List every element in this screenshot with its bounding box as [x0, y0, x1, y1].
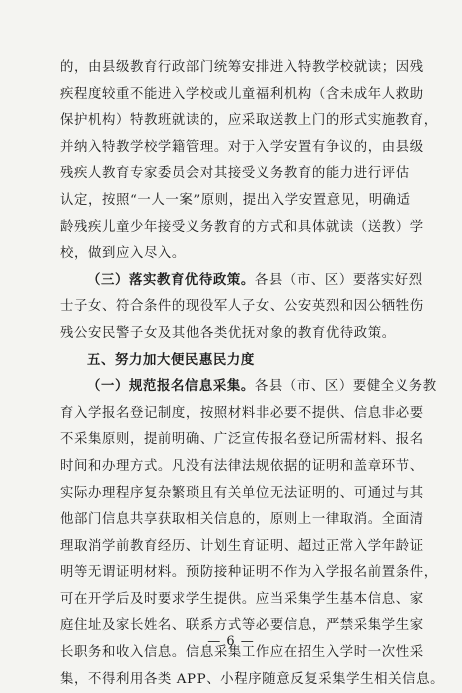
text-line: 长职务和收入信息。信息采集工作应在招生入学时一次性采 [60, 645, 424, 661]
text-run: 各县（市、区）要落实好烈 [254, 272, 423, 288]
text-line: 庭住址及家长姓名、联系方式等必要信息，严禁采集学生家 [60, 618, 424, 634]
text-run: 各县（市、区）要健全义务教 [254, 379, 437, 395]
text-line: 认定，按照“一人一案”原则，提出入学安置意见，明确适 [60, 192, 411, 208]
text-line: 集，不得利用各类 APP、小程序随意反复采集学生相关信息。 [60, 671, 445, 687]
text-line: 理取消学前教育经历、计划生育证明、超过正常入学年龄证 [60, 538, 424, 554]
text-line [60, 268, 423, 295]
text-line: 龄残疾儿童少年接受义务教育的方式和具体就读（送教）学 [60, 219, 424, 235]
text-line: 残公安民警子女及其他各类优抚对象的教育优待政策。 [60, 325, 396, 341]
paragraph-disability-placement [60, 55, 438, 268]
text-line: 明等无谓证明材料。预防接种证明不作为入学报名前置条件， [60, 565, 438, 581]
subsection-title: （三）落实教育优待政策。 [87, 272, 255, 288]
text-line: 的，由县级教育行政部门统筹安排进入特教学校就读；因残 [60, 60, 424, 75]
text-line: 残疾人教育专家委员会对其接受义务教育的能力进行评估 [60, 166, 410, 182]
subsection-title: （一）规范报名信息采集。 [87, 379, 255, 395]
text-line: 他部门信息共享获取相关信息的，原则上一律取消。全面清 [60, 512, 424, 528]
text-line: 疾程度较重不能进入学校或儿童福利机构（含未成年人救助 [60, 86, 424, 102]
text-line: 实际办理程序复杂繁琐且有关单位无法证明的、可通过与其 [60, 485, 424, 501]
text-line: 士子女、符合条件的现役军人子女、公安英烈和因公牺牲伤 [60, 299, 424, 315]
text-line: 育入学报名登记制度，按照材料非必要不提供、信息非必要 [60, 405, 424, 421]
section-heading: 五、努力加大便民惠民力度 [87, 352, 255, 368]
paragraph-education-preferential-policy [60, 268, 424, 348]
text-line: 校，做到应入尽入。 [60, 246, 186, 262]
text-line: 并纳入特教学校学籍管理。对于入学安置有争议的，由县级 [60, 139, 424, 155]
text-line [60, 374, 437, 401]
page-number: — 6 — [207, 634, 255, 649]
text-line: 不采集原则，提前明确、广泛宣传报名登记所需材料、报名 [60, 432, 424, 448]
text-line: 保护机构）特教班就读的，应采取送教上门的形式实施教育， [60, 113, 438, 129]
text-line: 可在开学后及时要求学生提供。应当采集学生基本信息、家 [60, 591, 424, 607]
text-line: 时间和办理方式。凡没有法律法规依据的证明和盖章环节、 [60, 458, 424, 474]
